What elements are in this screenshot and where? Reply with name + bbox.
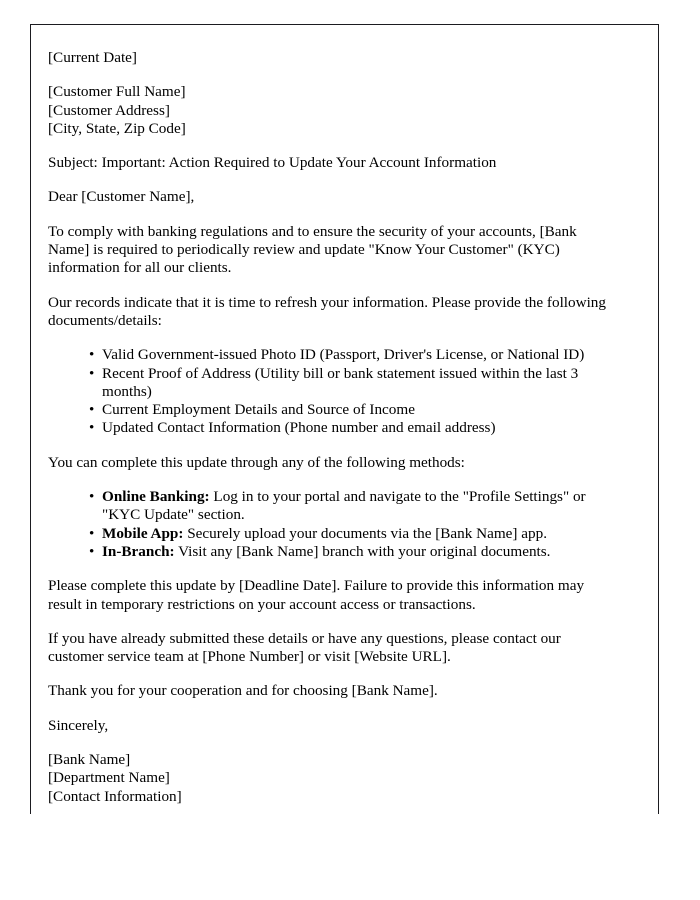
recipient-address-block — [48, 83, 616, 138]
signature-contact-information: [Contact Information] — [48, 787, 182, 805]
list-item: • Updated Contact Information (Phone number and email address) — [89, 419, 616, 437]
signature-department-name: [Department Name] — [48, 769, 170, 787]
current-date: [Current Date] — [48, 49, 137, 66]
recipient-address: [Customer Address] — [48, 101, 170, 119]
signature-block — [48, 751, 616, 806]
method-label: In-Branch: — [102, 542, 175, 560]
letter-body — [48, 49, 616, 814]
date-block — [48, 49, 616, 67]
salutation: Dear [Customer Name], — [48, 188, 195, 206]
method-text: Securely upload your documents via the [Bank Name] app. — [183, 524, 547, 542]
list-item — [89, 488, 616, 525]
deadline-paragraph: Please complete this update by [Deadline Date]. Failure to provide this information may result in temporary restrictions on your account access or transactions. — [48, 577, 585, 613]
list-item: • Recent Proof of Address (Utility bill or bank statement issued within the last 3 months) — [89, 365, 616, 402]
method-label: Mobile App: — [102, 524, 184, 542]
recipient-name: [Customer Full Name] — [48, 83, 186, 101]
subject-line: Subject: Important: Action Required to Update Your Account Information — [48, 154, 497, 172]
intro-paragraph: To comply with banking regulations and to ensure the security of your accounts, [Bank Name] is required to periodically review and update "Know Your Customer" (KYC) information for all our clients. — [48, 222, 577, 277]
required-documents-list — [48, 346, 616, 437]
list-item: • Valid Government-issued Photo ID (Passport, Driver's License, or National ID) — [89, 346, 616, 364]
recipient-city-state-zip: [City, State, Zip Code] — [48, 119, 186, 137]
records-paragraph: Our records indicate that it is time to refresh your information. Please provide the following documents/details: — [48, 293, 606, 329]
list-item — [89, 525, 616, 543]
document-page — [30, 24, 659, 814]
update-methods-list — [48, 488, 616, 561]
list-item — [89, 543, 616, 561]
contact-paragraph: If you have already submitted these details or have any questions, please contact our customer service team at [Phone Number] or visit [Website URL]. — [48, 629, 561, 666]
methods-intro-paragraph: You can complete this update through any of the following methods: — [48, 453, 465, 471]
thanks-paragraph: Thank you for your cooperation and for choosing [Bank Name]. — [48, 682, 438, 700]
closing-salutation: Sincerely, — [48, 716, 109, 734]
signature-bank-name: [Bank Name] — [48, 751, 131, 769]
list-item: • Current Employment Details and Source of Income — [89, 401, 616, 419]
method-text: Log in to your portal and navigate to the "Profile Settings" or "KYC Update" section. — [102, 488, 586, 524]
method-label: Online Banking: — [102, 488, 210, 506]
method-text: Visit any [Bank Name] branch with your original documents. — [174, 542, 551, 560]
